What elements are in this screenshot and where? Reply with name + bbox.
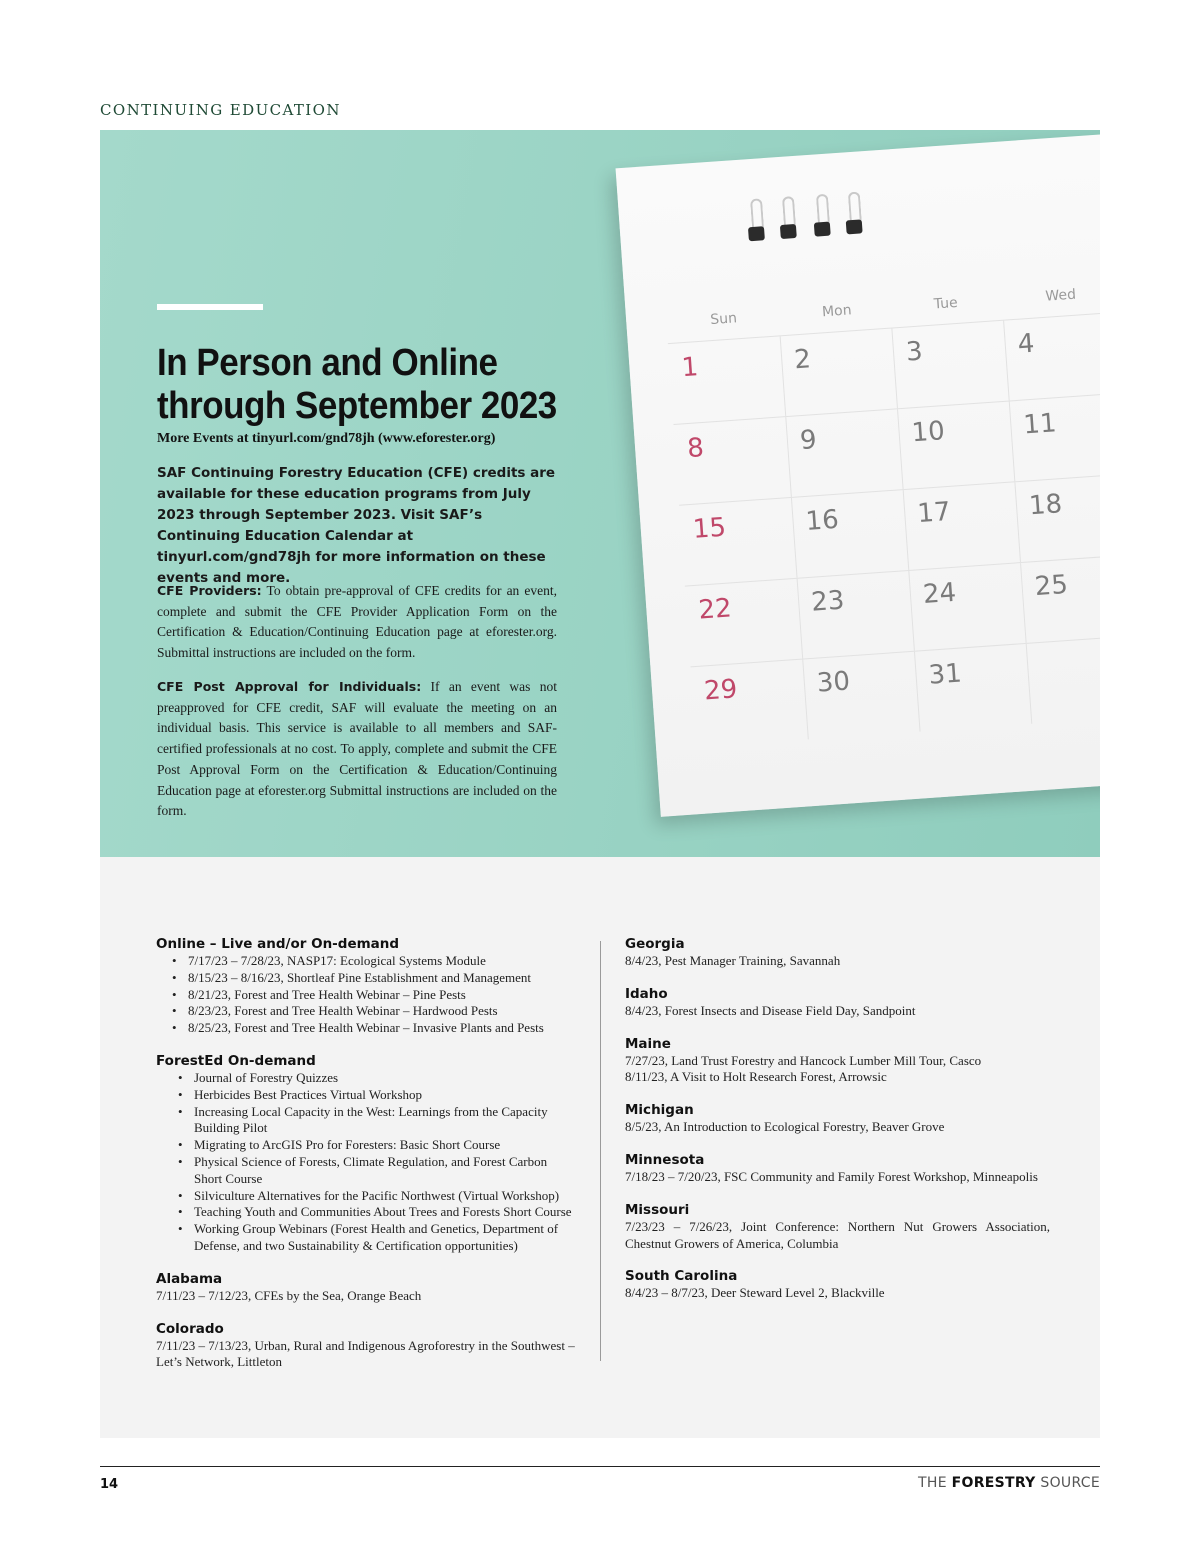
footer-rule (100, 1466, 1100, 1467)
section-label: CONTINUING EDUCATION (100, 101, 341, 119)
forested-heading: ForestEd On-demand (156, 1052, 316, 1069)
intro-paragraph: SAF Continuing Forestry Education (CFE) credits are available for these education programs from July 2023 through September 2023. Visit SAF’s Continuing Education Calendar at tinyurl.com/gnd78jh for more information on these events and more. (157, 465, 556, 586)
event-line: 7/11/23 – 7/12/23, CFEs by the Sea, Orange Beach (156, 1287, 422, 1303)
event-line: 7/27/23, Land Trust Forestry and Hancock Lumber Mill Tour, Casco (625, 1052, 982, 1068)
calendar-day: 8 (686, 432, 705, 465)
list-item: • Working Group Webinars (Forest Health and Genetics, Department of Defense, and two Sustainability & Certification opportunities) (194, 1221, 576, 1255)
list-item: • Physical Science of Forests, Climate Regulation, and Forest Carbon Short Course (194, 1154, 576, 1188)
event-line: 8/4/23 – 8/7/23, Deer Steward Level 2, Blackville (625, 1285, 885, 1301)
list-item: • 8/21/23, Forest and Tree Health Webinar – Pine Pests (188, 987, 576, 1004)
calendar-day: 15 (691, 512, 727, 545)
calendar-day: 11 (1022, 408, 1058, 441)
list-item: • 7/17/23 – 7/28/23, NASP17: Ecological Systems Module (188, 953, 576, 970)
list-item: • 8/15/23 – 8/16/23, Shortleaf Pine Establishment and Management (188, 970, 576, 987)
list-item: • Journal of Forestry Quizzes (194, 1070, 576, 1087)
missouri-heading: Missouri (625, 1201, 690, 1218)
column-divider (600, 941, 601, 1361)
calendar-day: 9 (798, 425, 818, 457)
calendar-day: 25 (1033, 569, 1069, 603)
south-carolina-heading: South Carolina (625, 1268, 738, 1285)
calendar-day: 23 (810, 585, 846, 618)
online-heading: Online – Live and/or On-demand (156, 936, 400, 952)
day-header-sun: Sun (709, 310, 738, 329)
calendar-day: 18 (1028, 489, 1064, 522)
day-header-wed: Wed (1044, 286, 1077, 305)
event-line: 8/11/23, A Visit to Holt Research Forest, Arrowsic (625, 1069, 887, 1085)
alabama-heading: Alabama (156, 1270, 223, 1287)
event-line: 7/11/23 – 7/13/23, Urban, Rural and Indigenous Agroforestry in the Southwest – Let’s Network, Littleton (156, 1337, 575, 1370)
spiral-ring (746, 198, 765, 245)
colorado-heading: Colorado (156, 1320, 224, 1337)
calendar-photo (590, 130, 1100, 848)
minnesota-events (625, 1151, 1050, 1186)
michigan-heading: Michigan (625, 1102, 694, 1119)
event-line: 8/4/23, Forest Insects and Disease Field Day, Sandpoint (625, 1002, 916, 1018)
missouri-events (625, 1201, 1050, 1253)
list-item: • Teaching Youth and Communities About Trees and Forests Short Course (194, 1204, 576, 1221)
calendar-day: 1 (680, 352, 700, 384)
title-accent-bar (157, 304, 263, 310)
day-header-mon: Mon (821, 302, 853, 321)
events-panel (100, 857, 1100, 1438)
event-line: 8/4/23, Pest Manager Training, Savannah (625, 953, 841, 968)
online-events (156, 935, 576, 1037)
south-carolina-events (625, 1267, 1050, 1302)
spiral-ring (812, 194, 831, 241)
calendar-day: 4 (1016, 328, 1036, 360)
brand-pre: THE (918, 1475, 947, 1491)
calendar-day: 16 (804, 504, 840, 537)
providers-label: CFE Providers: (157, 583, 262, 598)
events-left-column (156, 935, 576, 1386)
alabama-events (156, 1270, 576, 1305)
event-line: 8/5/23, An Introduction to Ecological Forestry, Beaver Grove (625, 1119, 945, 1135)
page-number: 14 (100, 1477, 119, 1492)
calendar-day: 22 (697, 593, 733, 626)
calendar-day: 29 (703, 674, 739, 707)
forested-events (156, 1052, 576, 1255)
online-list (156, 953, 576, 1037)
day-header-tue: Tue (933, 294, 959, 313)
post-approval-paragraph (157, 677, 557, 822)
publication-brand (918, 1475, 1100, 1491)
providers-paragraph (157, 581, 557, 664)
georgia-events (625, 935, 1050, 970)
calendar-grid (668, 304, 1100, 747)
michigan-events (625, 1101, 1050, 1136)
list-item: • Herbicides Best Practices Virtual Workshop (194, 1087, 576, 1104)
event-line: 7/18/23 – 7/20/23, FSC Community and Family Forest Workshop, Minneapolis (625, 1168, 1038, 1184)
page-title: In Person and Online through September 2023 (157, 342, 557, 427)
calendar-day: 10 (910, 416, 946, 449)
minnesota-heading: Minnesota (625, 1151, 705, 1168)
calendar-day: 2 (793, 344, 812, 376)
spiral-ring (844, 191, 863, 238)
idaho-events (625, 985, 1050, 1020)
list-item: • Increasing Local Capacity in the West: Learnings from the Capacity Building Pilot (194, 1104, 576, 1138)
list-item: • 8/25/23, Forest and Tree Health Webinar – Invasive Plants and Pests (188, 1020, 576, 1037)
calendar-day: 17 (916, 496, 952, 530)
maine-heading: Maine (625, 1035, 671, 1052)
hero-panel (100, 130, 1100, 857)
post-approval-label: CFE Post Approval for Individuals: (157, 679, 422, 694)
list-item: • Silviculture Alternatives for the Pacific Northwest (Virtual Workshop) (194, 1188, 576, 1205)
calendar-day: 24 (921, 577, 958, 610)
idaho-heading: Idaho (625, 985, 668, 1002)
more-events-link[interactable]: More Events at tinyurl.com/gnd78jh (www.eforester.org) (157, 431, 496, 446)
colorado-events (156, 1320, 576, 1372)
spiral-ring (778, 196, 797, 243)
calendar-sheet (616, 130, 1100, 817)
forested-list (156, 1070, 576, 1255)
georgia-heading: Georgia (625, 936, 685, 952)
post-approval-text: If an event was not preapproved for CFE credit, SAF will evaluate the meeting on an individual basis. This service is available to all members and SAF-certified professionals at no cost. To apply, complete and submit the CFE Post Approval Form on the Certification & Education/Continuing Education page at eforester.org Submittal instructions are included on the form. (157, 679, 557, 819)
providers-text: To obtain pre-approval of CFE credits for an event, complete and submit the CFE Provider Application Form on the Certification & Education/Continuing Education page at eforester.org. Submittal instructions are included on the form. (157, 583, 557, 661)
brand-post: SOURCE (1040, 1475, 1100, 1491)
event-line: 7/23/23 – 7/26/23, Joint Conference: Northern Nut Growers Association, Chestnut Growers of America, Columbia (625, 1218, 1050, 1251)
calendar-day: 3 (905, 336, 924, 368)
list-item: • 8/23/23, Forest and Tree Health Webinar – Hardwood Pests (188, 1003, 576, 1020)
maine-events (625, 1035, 1050, 1087)
calendar-day: 30 (815, 666, 852, 699)
list-item: • Migrating to ArcGIS Pro for Foresters: Basic Short Course (194, 1137, 576, 1154)
calendar-day: 31 (927, 658, 963, 691)
events-right-column (625, 935, 1050, 1317)
brand-bold: FORESTRY (951, 1475, 1036, 1491)
